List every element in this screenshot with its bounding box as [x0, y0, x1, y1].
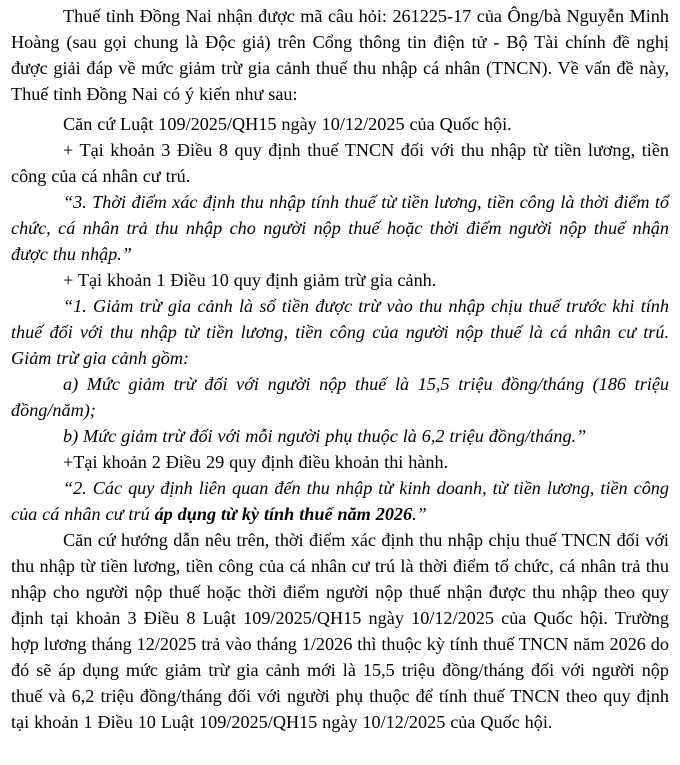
paragraph-clause3-article8: + Tại khoản 3 Điều 8 quy định thuế TNCN đối với thu nhập từ tiền lương, tiền công của cá nhân cư trú. — [11, 140, 669, 186]
emphasis-effective-tax-year-2026: áp dụng từ kỳ tính thuế năm 2026 — [154, 504, 413, 524]
paragraph-quote-article10: “1. Giảm trừ gia cảnh là số tiền được trừ vào thu nhập chịu thuế trước khi tính thuế đối với thu nhập từ tiền lương, tiền công của người nộp thuế là cá nhân cư trú. Giảm trừ gia cảnh gồm: — [11, 296, 669, 368]
paragraph-quote-article8: “3. Thời điểm xác định thu nhập tính thuế từ tiền lương, tiền công là thời điểm tổ chức, cá nhân trả thu nhập cho người nộp thuế hoặc thời điểm người nộp thuế nhận được thu nhập.” — [11, 192, 669, 264]
paragraph-legal-basis: Căn cứ Luật 109/2025/QH15 ngày 10/12/2025 của Quốc hội. — [63, 114, 512, 134]
paragraph-quote-article29 — [11, 475, 669, 527]
paragraph-intro: Thuế tỉnh Đồng Nai nhận được mã câu hỏi: 261225-17 của Ông/bà Nguyễn Minh Hoàng (sau gọi chung là Độc giả) trên Cổng thông tin điện tử - Bộ Tài chính đề nghị được giải đáp về mức giảm trừ gia cảnh thuế thu nhập cá nhân (TNCN). Về vấn đề này, Thuế tỉnh Đồng Nai có ý kiến như sau: — [11, 6, 669, 104]
paragraph-clause1-article10: + Tại khoản 1 Điều 10 quy định giảm trừ gia cảnh. — [63, 270, 437, 290]
paragraph-quote-point-a: a) Mức giảm trừ đối với người nộp thuế là 15,5 triệu đồng/tháng (186 triệu đồng/năm); — [11, 374, 669, 420]
paragraph-clause2-article29: +Tại khoản 2 Điều 29 quy định điều khoản thi hành. — [63, 452, 449, 472]
quote-article29-closing: .” — [412, 504, 427, 524]
quote-article29-text: “2. Các quy định liên quan đến thu nhập từ kinh doanh, từ tiền lương, tiền công của cá nhân cư trú — [11, 478, 669, 524]
paragraph-conclusion: Căn cứ hướng dẫn nêu trên, thời điểm xác định thu nhập chịu thuế TNCN đối với thu nhập từ tiền lương, tiền công của cá nhân cư trú là thời điểm tổ chức, cá nhân trả thu nhập cho người nộp thuế hoặc thời điểm người nộp thuế nhận được thu nhập theo quy định tại khoản 3 Điều 8 Luật 109/2025/QH15 ngày 10/12/2025 của Quốc hội. Trường hợp lương tháng 12/2025 trả vào tháng 1/2026 thì thuộc kỳ tính thuế TNCN năm 2026 do đó sẽ áp dụng mức giảm trừ gia cảnh mới là 15,5 triệu đồng/tháng đối với người nộp thuế và 6,2 triệu đồng/tháng đối với người phụ thuộc để tính thuế TNCN theo quy định tại khoản 1 Điều 10 Luật 109/2025/QH15 ngày 10/12/2025 của Quốc hội. — [11, 530, 669, 732]
paragraph-quote-point-b: b) Mức giảm trừ đối với mỗi người phụ thuộc là 6,2 triệu đồng/tháng.” — [63, 426, 587, 446]
